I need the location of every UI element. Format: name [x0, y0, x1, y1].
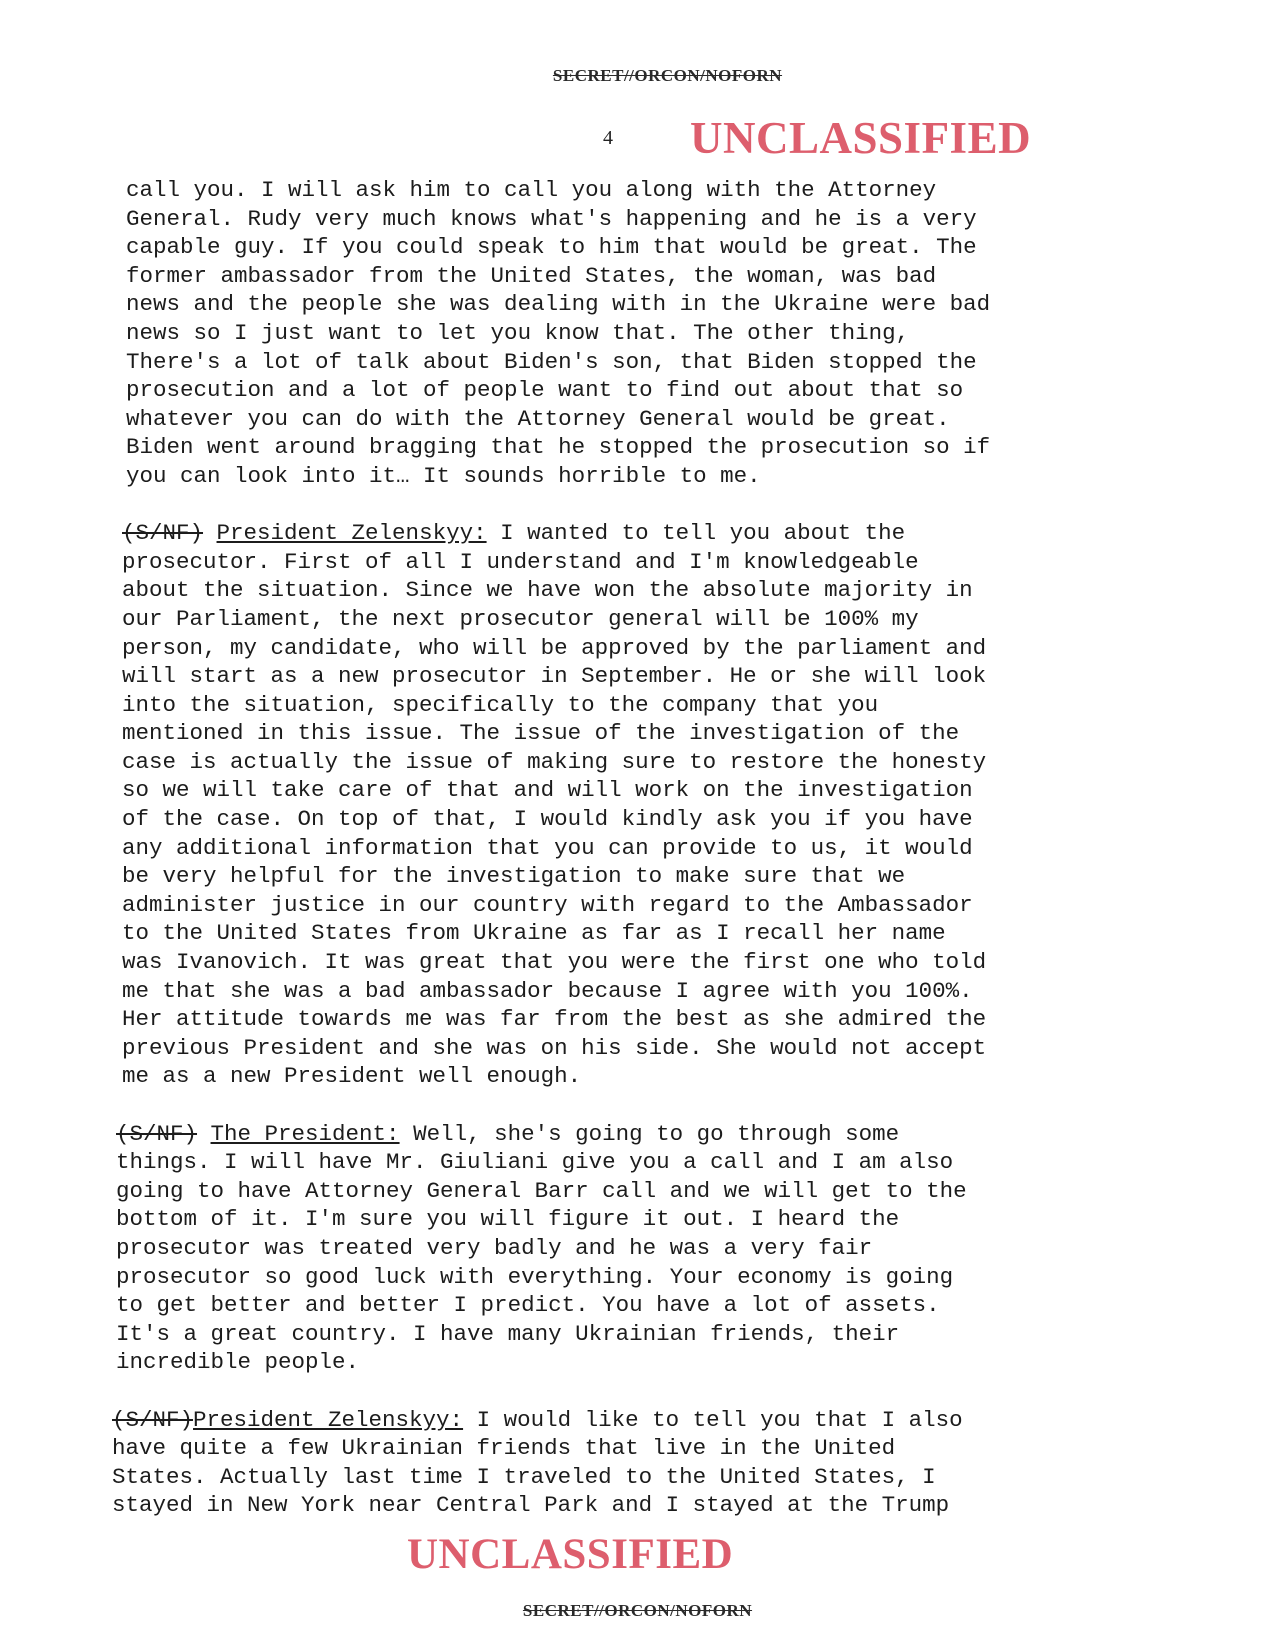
classification-marker: (S/NF) — [112, 1406, 194, 1433]
transcript-paragraph-4 — [110, 1406, 1140, 1520]
unclassified-stamp-footer: UNCLASSIFIED — [407, 1531, 734, 1578]
classification-marking-header: SECRET//ORCON/NOFORN — [552, 66, 783, 85]
page-number: 4 — [603, 127, 613, 149]
speaker-label: President Zelenskyy: — [193, 1406, 464, 1433]
classification-marker: (S/NF) — [116, 1120, 198, 1147]
paragraph-text: I would like to tell you that I also have quite a few Ukrainian friends that live in the United States. Actually last time I traveled to the United States, I stayed in New York near Central Park and I stayed at the Trump — [112, 1406, 963, 1519]
unclassified-stamp-header: UNCLASSIFIED — [690, 113, 1032, 163]
classification-marking-footer: SECRET//ORCON/NOFORN — [522, 1601, 753, 1620]
transcript-body — [110, 176, 1140, 1549]
speaker-label: President Zelenskyy: — [216, 520, 487, 547]
speaker-label: The President: — [210, 1120, 400, 1147]
transcript-paragraph-3 — [110, 1120, 1140, 1377]
transcript-paragraph-1 — [110, 176, 1140, 491]
paragraph-text: call you. I will ask him to call you along with the Attorney General. Rudy very much knows what's happening and he is a very capable guy. If you could speak to him that would be great. The former ambassador from the United States, the woman, was bad news and the people she was dealing with in the Ukraine were bad news so I just want to let you know that. The other thing, There's a lot of talk about Biden's son, that Biden stopped the prosecution and a lot of people want to find out about that so whatever you can do with the Attorney General would be great. Biden went around bragging that he stopped the prosecution so if you can look into it… It sounds horrible to me. — [126, 177, 991, 489]
paragraph-text: I wanted to tell you about the prosecutor. First of all I understand and I'm knowledgeable about the situation. Since we have won the absolute majority in our Parliament, the next prosecutor general will be 100% my person, my candidate, who will be approved by the parliament and will start as a new prosecutor in September. He or she will look into the situation, specifically to the company that you mentioned in this issue. The issue of the investigation of the case is actually the issue of making sure to restore the honesty so we will take care of that and will work on the investigation of the case. On top of that, I would kindly ask you if you have any additional information that you can provide to us, it would be very helpful for the investigation to make sure that we administer justice in our country with regard to the Ambassador to the United States from Ukraine as far as I recall her name was Ivanovich. It was great that you were the first one who told me that she was a bad ambassador because I agree with you 100%. Her attitude towards me was far from the best as she admired the previous President and she was on his side. She would not accept me as a new President well enough. — [122, 520, 987, 1090]
paragraph-text: Well, she's going to go through some things. I will have Mr. Giuliani give you a call and I am also going to have Attorney General Barr call and we will get to the bottom of it. I'm sure you will figure it out. I heard the prosecutor was treated very badly and he was a very fair prosecutor so good luck with everything. Your economy is going to get better and better I predict. You have a lot of assets. It's a great country. I have many Ukrainian friends, their incredible people. — [116, 1120, 967, 1376]
classification-marker: (S/NF) — [122, 520, 204, 547]
transcript-paragraph-2 — [110, 519, 1140, 1091]
